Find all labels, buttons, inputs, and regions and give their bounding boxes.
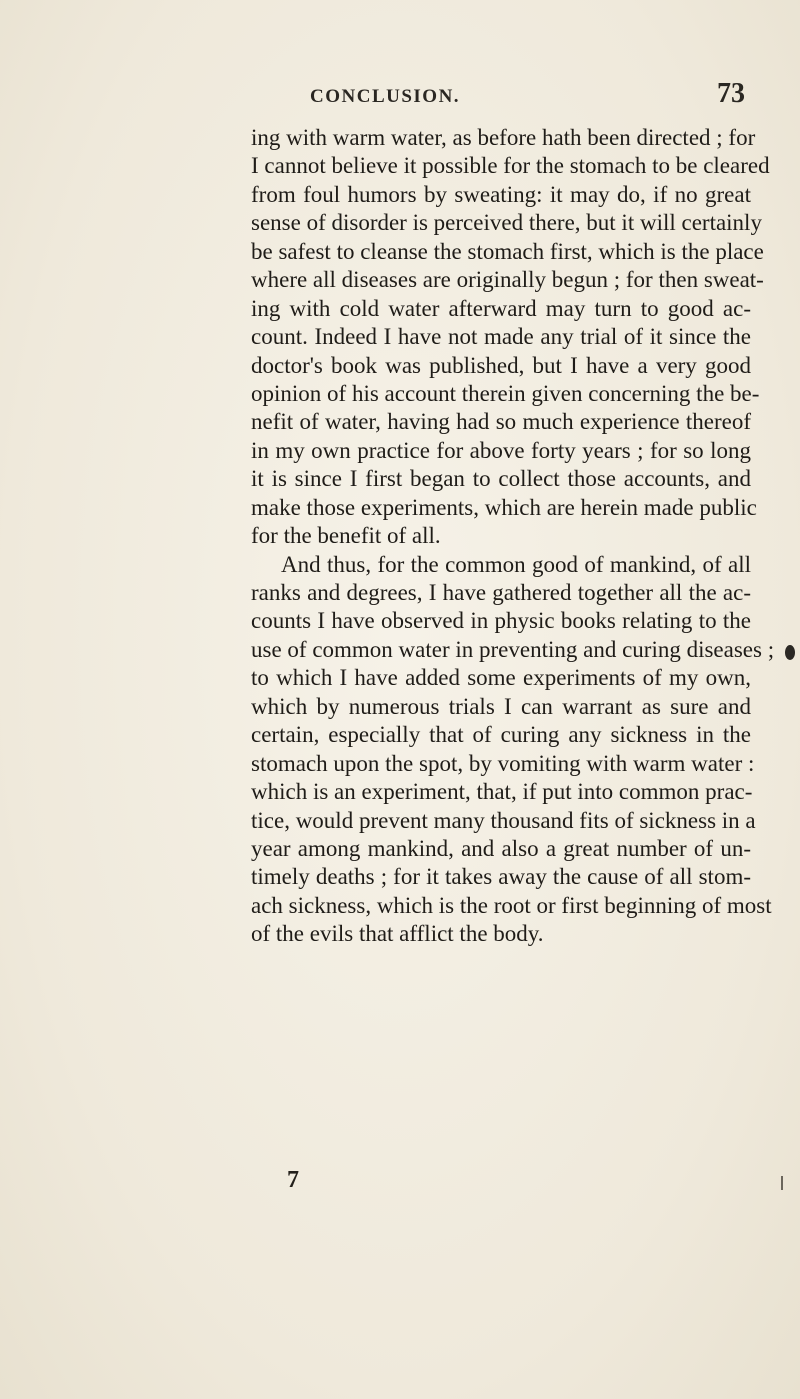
text-line: from foul humors by sweating: it may do, if no great: [251, 181, 751, 207]
running-title: CONCLUSION.: [310, 86, 461, 107]
text-line: And thus, for the common good of mankind, of all: [281, 551, 751, 577]
text-line: nefit of water, having had so much experience thereof: [251, 409, 751, 435]
text-line: which is an experiment, that, if put into common prac-: [251, 779, 753, 805]
text-line: year among mankind, and also a great number of un-: [251, 835, 751, 861]
text-line: certain, especially that of curing any sickness in the: [251, 722, 751, 748]
ink-spot: [785, 645, 795, 660]
text-line: ranks and degrees, I have gathered together all the ac-: [251, 580, 751, 605]
signature-mark: 7: [287, 1167, 299, 1193]
text-line: to which I have added some experiments of my own,: [251, 665, 751, 691]
text-line: I cannot believe it possible for the stomach to be cleared: [251, 153, 770, 179]
text-line: of the evils that afflict the body.: [251, 921, 544, 947]
text-line: for the benefit of all.: [251, 523, 441, 549]
text-line: ing with cold water afterward may turn to good ac-: [251, 295, 751, 321]
text-line: in my own practice for above forty years ; for so long: [251, 437, 751, 463]
text-line: be safest to cleanse the stomach first, which is the place: [251, 238, 764, 264]
text-line: doctor's book was published, but I have a very good: [251, 352, 751, 378]
text-line: opinion of his account therein given concerning the be-: [251, 380, 760, 406]
text-line: counts I have observed in physic books relating to the: [251, 608, 751, 634]
page-number: 73: [717, 78, 745, 109]
running-head: [0, 78, 800, 116]
ink-mark: [781, 1176, 783, 1190]
text-line: use of common water in preventing and curing diseases ;: [251, 636, 775, 662]
body-text: [251, 124, 775, 949]
text-line: count. Indeed I have not made any trial of it since the: [251, 324, 751, 350]
text-line: timely deaths ; for it takes away the cause of all stom-: [251, 864, 751, 890]
text-line: where all diseases are originally begun ; for then sweat-: [251, 267, 764, 293]
text-line: it is since I first began to collect those accounts, and: [251, 466, 751, 492]
text-line: stomach upon the spot, by vomiting with warm water :: [251, 750, 755, 776]
text-line: ach sickness, which is the root or first beginning of most: [251, 892, 772, 918]
text-line: sense of disorder is perceived there, but it will certainly: [251, 210, 762, 236]
text-line: tice, would prevent many thousand fits of sickness in a: [251, 807, 756, 833]
text-line: ing with warm water, as before hath been directed ; for: [251, 125, 756, 150]
text-line: which by numerous trials I can warrant as sure and: [251, 693, 751, 719]
text-line: make those experiments, which are herein made public: [251, 494, 757, 520]
